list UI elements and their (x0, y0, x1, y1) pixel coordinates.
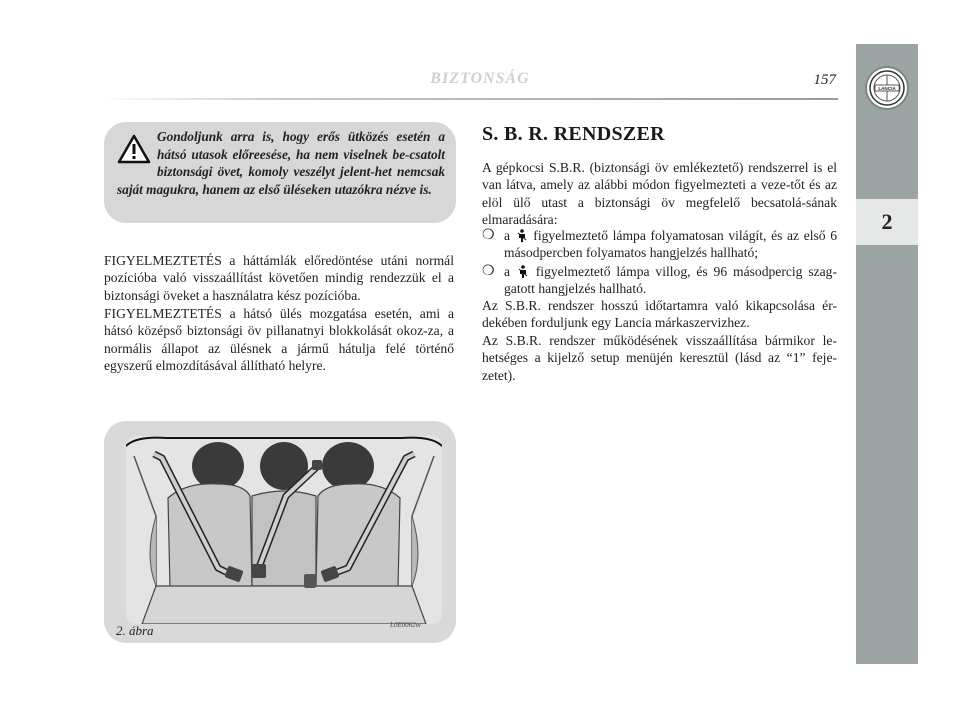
chapter-sidebar (856, 44, 918, 664)
warning-paragraph-2: FIGYELMEZTETÉS a hátsó ülés mozgatása esetén, ami a hátsó középső biztonsági öv pillanatnyi blokkolását okoz-za, a normális állapot az ülésnek a jármű hátulja felé történő egyszerű elmozdításával állítható helyre. (104, 306, 454, 374)
logo-text: LANCIA (878, 86, 896, 91)
section-outro-2: Az S.B.R. rendszer működésének visszaállítása bármikor le-hetséges a kijelző setup menüjén keresztül (lásd az “1” feje-zetet). (482, 333, 837, 383)
bullet-text: figyelmeztető lámpa villog, és 96 másodpercig szag-gatott hangjelzés hallható. (504, 264, 837, 297)
bullet-circle-icon: ❍ (482, 228, 495, 243)
list-item (482, 227, 837, 262)
warning-paragraph-1: FIGYELMEZTETÉS a háttámlák előredöntése utáni normál pozícióba való visszaállítást követően mindig rendezzük el a biztonsági öveket a használatra kész pozícióba. (104, 253, 454, 303)
seatbelt-warning-icon (517, 229, 527, 243)
bullet-prefix: a (504, 264, 511, 279)
rear-seat-illustration (126, 436, 442, 624)
section-heading: S. B. R. RENDSZER (482, 123, 665, 145)
lancia-shield-icon (865, 66, 909, 110)
bullet-prefix: a (504, 228, 511, 243)
section-outro-1: Az S.B.R. rendszer hosszú időtartamra való kikapcsolása ér-dekében forduljunk egy Lancia márkaszervizhez. (482, 298, 837, 331)
section-intro: A gépkocsi S.B.R. (biztonsági öv emlékeztető) rendszerrel is el van látva, amely az alábbi módon figyelmezteti a veze-tőt és az elöl ülő utast a biztonsági öv megfelelő becsatolá-sának elmaradására: (482, 160, 837, 228)
page-number: 157 (813, 72, 836, 88)
figure-code: L0E0062m (390, 621, 421, 629)
chapter-tab: 2 (856, 199, 918, 245)
warning-text-content: Gondoljunk arra is, hogy erős ütközés esetén a hátsó utasok előreesése, ha nem viselnek be-csatolt biztonsági övet, komoly veszélyt jelent-het nemcsak saját magukra, hanem az első üléseken utazókra nézve is. (117, 129, 445, 197)
bullet-text: figyelmeztető lámpa folyamatosan világít, és az első 6 másodpercben folyamatos hangjelzés hallható; (504, 228, 838, 261)
seatbelt-warning-icon (518, 265, 528, 279)
header-rule (98, 98, 838, 100)
list-item (482, 263, 837, 298)
running-header-title: BIZTONSÁG (430, 70, 530, 87)
figure-caption: 2. ábra (116, 623, 154, 638)
bullet-circle-icon: ❍ (482, 264, 495, 279)
warning-text (117, 128, 445, 198)
